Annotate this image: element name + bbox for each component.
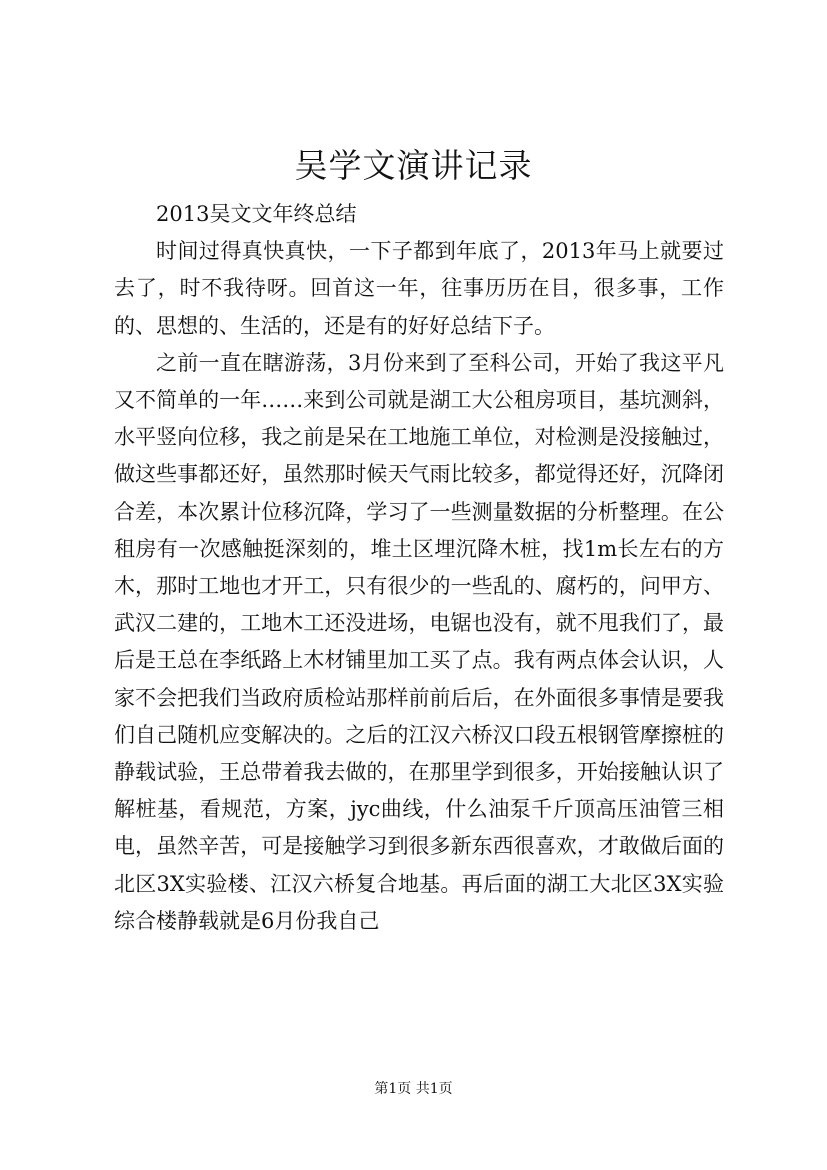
page-footer: 第1页 共1页 [374,1081,453,1097]
document-subtitle: 2013吴文文年终总结 [156,202,357,226]
document-body [114,196,724,940]
document-title: 吴学文演讲记录 [294,146,533,185]
paragraph-2: 之前一直在瞎游荡，3月份来到了至科公司，开始了我这平凡又不简单的一年……来到公司就是湖工大公租房项目，基坑测斜，水平竖向位移，我之前是呆在工地施工单位，对检测是没接触过，做这些事都还好，虽然那时候天气雨比较多，都觉得还好，沉降闭合差，本次累计位移沉降，学习了一些测量数据的分析整理。在公租房有一次感触挺深刻的，堆土区埋沉降木桩，找1m长左右的方木，那时工地也才开工，只有很少的一些乱的、腐朽的，问甲方、武汉二建的，工地木工还没进场，电锯也没有，就不甩我们了，最后是王总在李纸路上木材铺里加工买了点。我有两点体会认识，人家不会把我们当政府质检站那样前前后后，在外面很多事情是要我们自己随机应变解决的。之后的江汉六桥汉口段五根钢管摩擦桩的静载试验，王总带着我去做的，在那里学到很多，开始接触认识了解桩基，看规范，方案，jyc曲线，什么油泵千斤顶高压油管三相电，虽然辛苦，可是接触学习到很多新东西很喜欢，才敢做后面的北区3X实验楼、江汉六桥复合地基。再后面的湖工大北区3X实验综合楼静载就是6月份我自己 [114,350,724,933]
paragraph-1: 时间过得真快真快，一下子都到年底了，2013年马上就要过去了，时不我待呀。回首这一年，往事历历在目，很多事，工作的、思想的、生活的，还是有的好好总结下子。 [114,239,724,338]
